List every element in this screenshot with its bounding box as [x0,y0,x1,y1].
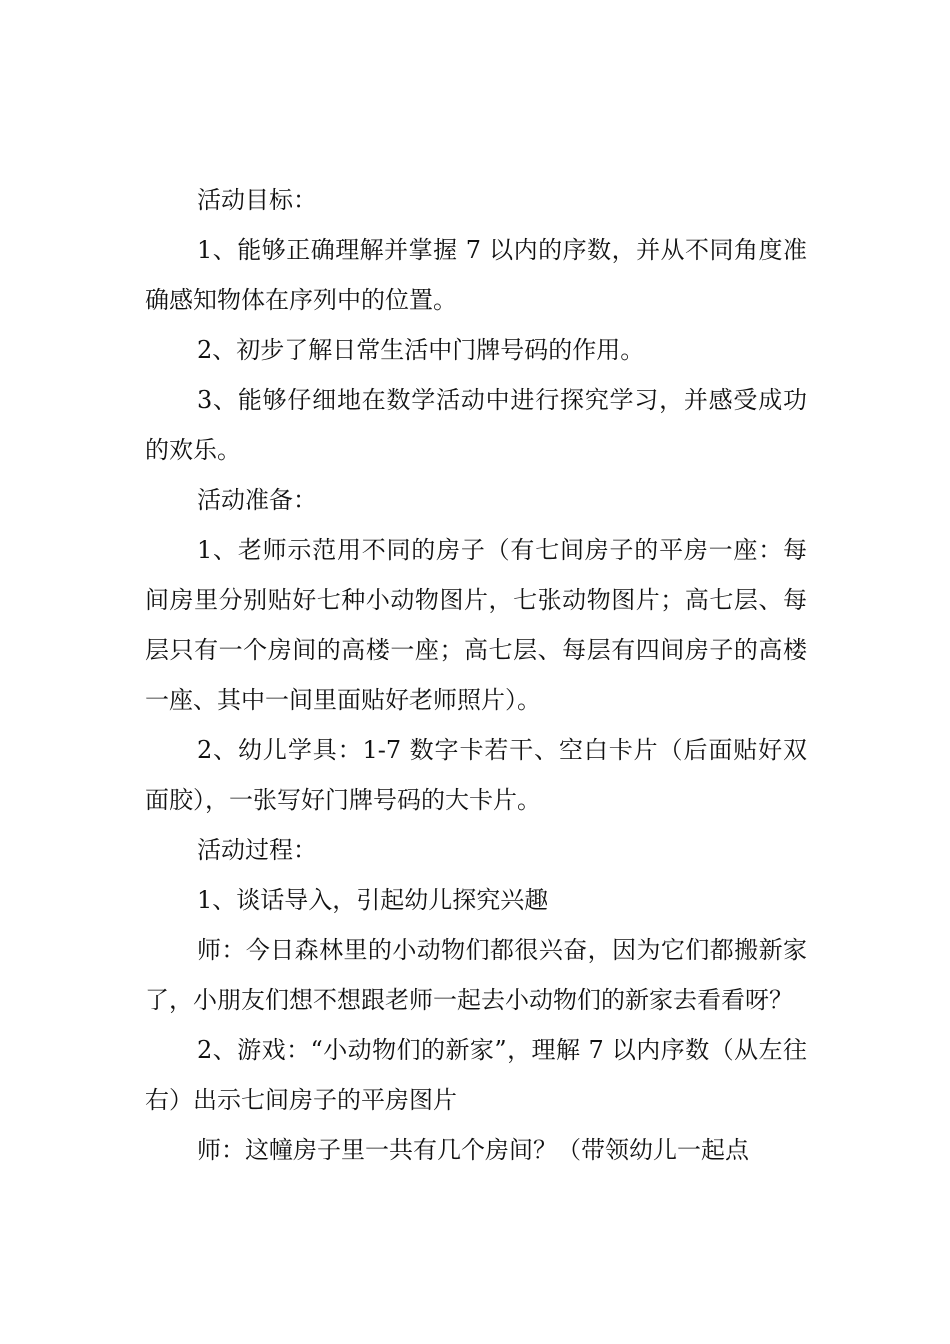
section-heading-process: 活动过程： [197,836,317,864]
document-body [145,175,807,1175]
preparation-item-1: 1、老师示范用不同的房子（有七间房子的平房一座：每间房里分别贴好七种小动物图片，七张动物图片；高七层、每层只有一个房间的高楼一座；高七层、每层有四间房子的高楼一座、其中一间里面贴好老师照片）。 [145,536,807,714]
objective-item-3: 3、能够仔细地在数学活动中进行探究学习，并感受成功的欢乐。 [145,386,807,464]
objective-item-1: 1、能够正确理解并掌握 7 以内的序数，并从不同角度准确感知物体在序列中的位置。 [145,236,807,314]
section-heading-preparation: 活动准备： [197,486,317,514]
objective-item-2: 2、初步了解日常生活中门牌号码的作用。 [197,336,645,364]
section-heading-objectives: 活动目标： [197,186,317,214]
process-step-1: 1、谈话导入，引起幼儿探究兴趣 [197,886,549,914]
process-step-2: 2、游戏：“小动物们的新家”，理解 7 以内序数（从左往右）出示七间房子的平房图片 [145,1036,807,1114]
teacher-dialogue-2: 师：这幢房子里一共有几个房间？（带领幼儿一起点 [197,1136,749,1164]
teacher-dialogue-1: 师：今日森林里的小动物们都很兴奋，因为它们都搬新家了，小朋友们想不想跟老师一起去小动物们的新家去看看呀？ [145,936,807,1014]
preparation-item-2: 2、幼儿学具：1-7 数字卡若干、空白卡片（后面贴好双面胶），一张写好门牌号码的大卡片。 [145,736,807,814]
